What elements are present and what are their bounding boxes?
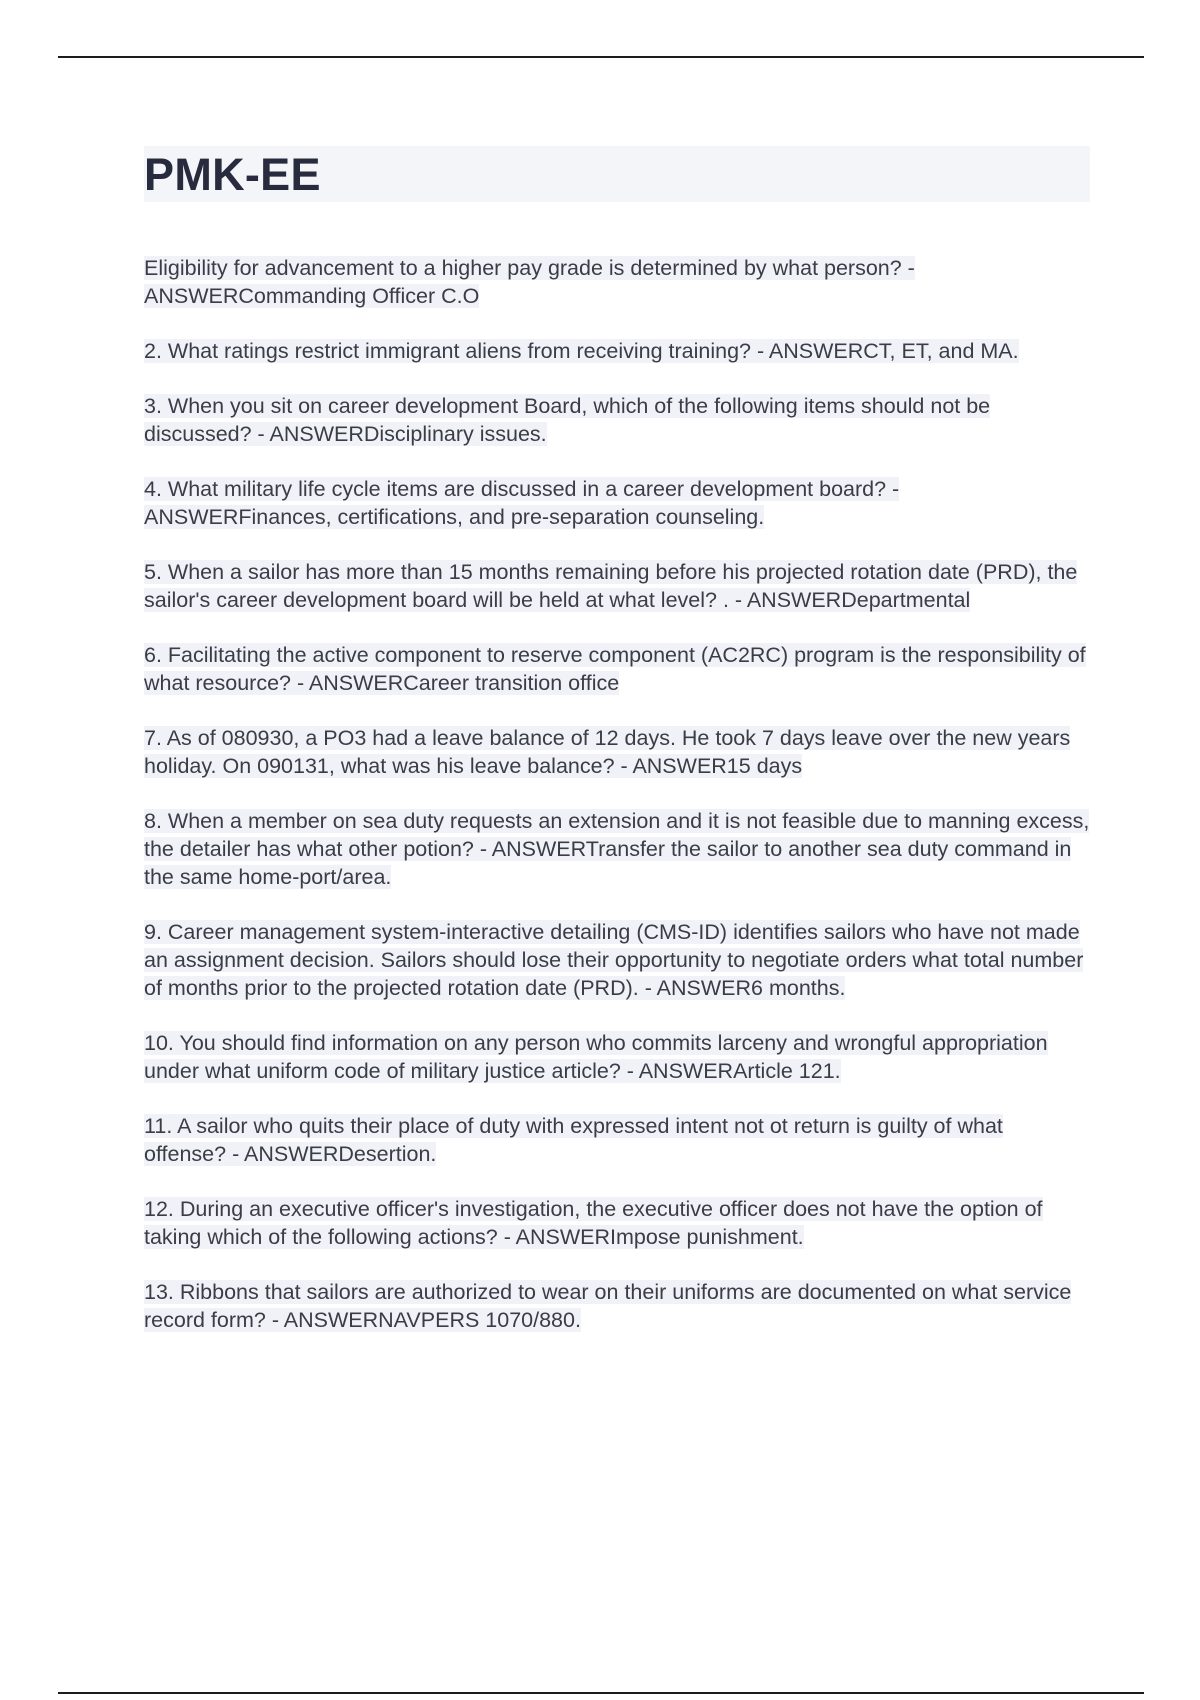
qa-item (144, 1029, 1090, 1085)
qa-item (144, 254, 1090, 310)
qa-text: 5. When a sailor has more than 15 months remaining before his projected rotation date (PRD), the sailor's career development board will be held at what level? . - ANSWERDepartmental (144, 560, 1078, 612)
qa-item (144, 337, 1090, 365)
qa-item (144, 641, 1090, 697)
qa-item (144, 558, 1090, 614)
qa-text: 12. During an executive officer's investigation, the executive officer does not have the option of taking which of the following actions? - ANSWERImpose punishment. (144, 1197, 1043, 1249)
qa-text: 6. Facilitating the active component to reserve component (AC2RC) program is the responsibility of what resource? - ANSWERCareer transition office (144, 643, 1086, 695)
qa-item (144, 1278, 1090, 1334)
qa-text: 9. Career management system-interactive detailing (CMS-ID) identifies sailors who have not made an assignment decision. Sailors should lose their opportunity to negotiate orders what total number of months prior to the projected rotation date (PRD). - ANSWER6 months. (144, 920, 1084, 1000)
qa-text: 4. What military life cycle items are discussed in a career development board? - ANSWERFinances, certifications, and pre-separation counseling. (144, 477, 900, 529)
qa-text: 2. What ratings restrict immigrant aliens from receiving training? - ANSWERCT, ET, and MA. (144, 339, 1019, 363)
qa-item (144, 1195, 1090, 1251)
qa-text: Eligibility for advancement to a higher pay grade is determined by what person? - ANSWERCommanding Officer C.O (144, 256, 915, 308)
title-band (144, 146, 1090, 202)
qa-text: 10. You should find information on any person who commits larceny and wrongful appropriation under what uniform code of military justice article? - ANSWERArticle 121. (144, 1031, 1048, 1083)
qa-item (144, 475, 1090, 531)
qa-text: 8. When a member on sea duty requests an extension and it is not feasible due to manning excess, the detailer has what other potion? - ANSWERTransfer the sailor to another sea duty command in the same home-port/area. (144, 809, 1090, 889)
qa-text: 3. When you sit on career development Board, which of the following items should not be discussed? - ANSWERDisciplinary issues. (144, 394, 991, 446)
qa-list (144, 254, 1090, 1334)
qa-item (144, 918, 1090, 1002)
bottom-rule (58, 1692, 1144, 1694)
qa-text: 7. As of 080930, a PO3 had a leave balance of 12 days. He took 7 days leave over the new years holiday. On 090131, what was his leave balance? - ANSWER15 days (144, 726, 1071, 778)
qa-item (144, 724, 1090, 780)
document-body (144, 146, 1090, 1361)
qa-item (144, 1112, 1090, 1168)
page-title: PMK-EE (144, 148, 321, 200)
qa-item (144, 807, 1090, 891)
qa-text: 11. A sailor who quits their place of duty with expressed intent not ot return is guilty of what offense? - ANSWERDesertion. (144, 1114, 1003, 1166)
qa-text: 13. Ribbons that sailors are authorized to wear on their uniforms are documented on what service record form? - ANSWERNAVPERS 1070/880. (144, 1280, 1072, 1332)
qa-item (144, 392, 1090, 448)
top-rule (58, 56, 1144, 58)
